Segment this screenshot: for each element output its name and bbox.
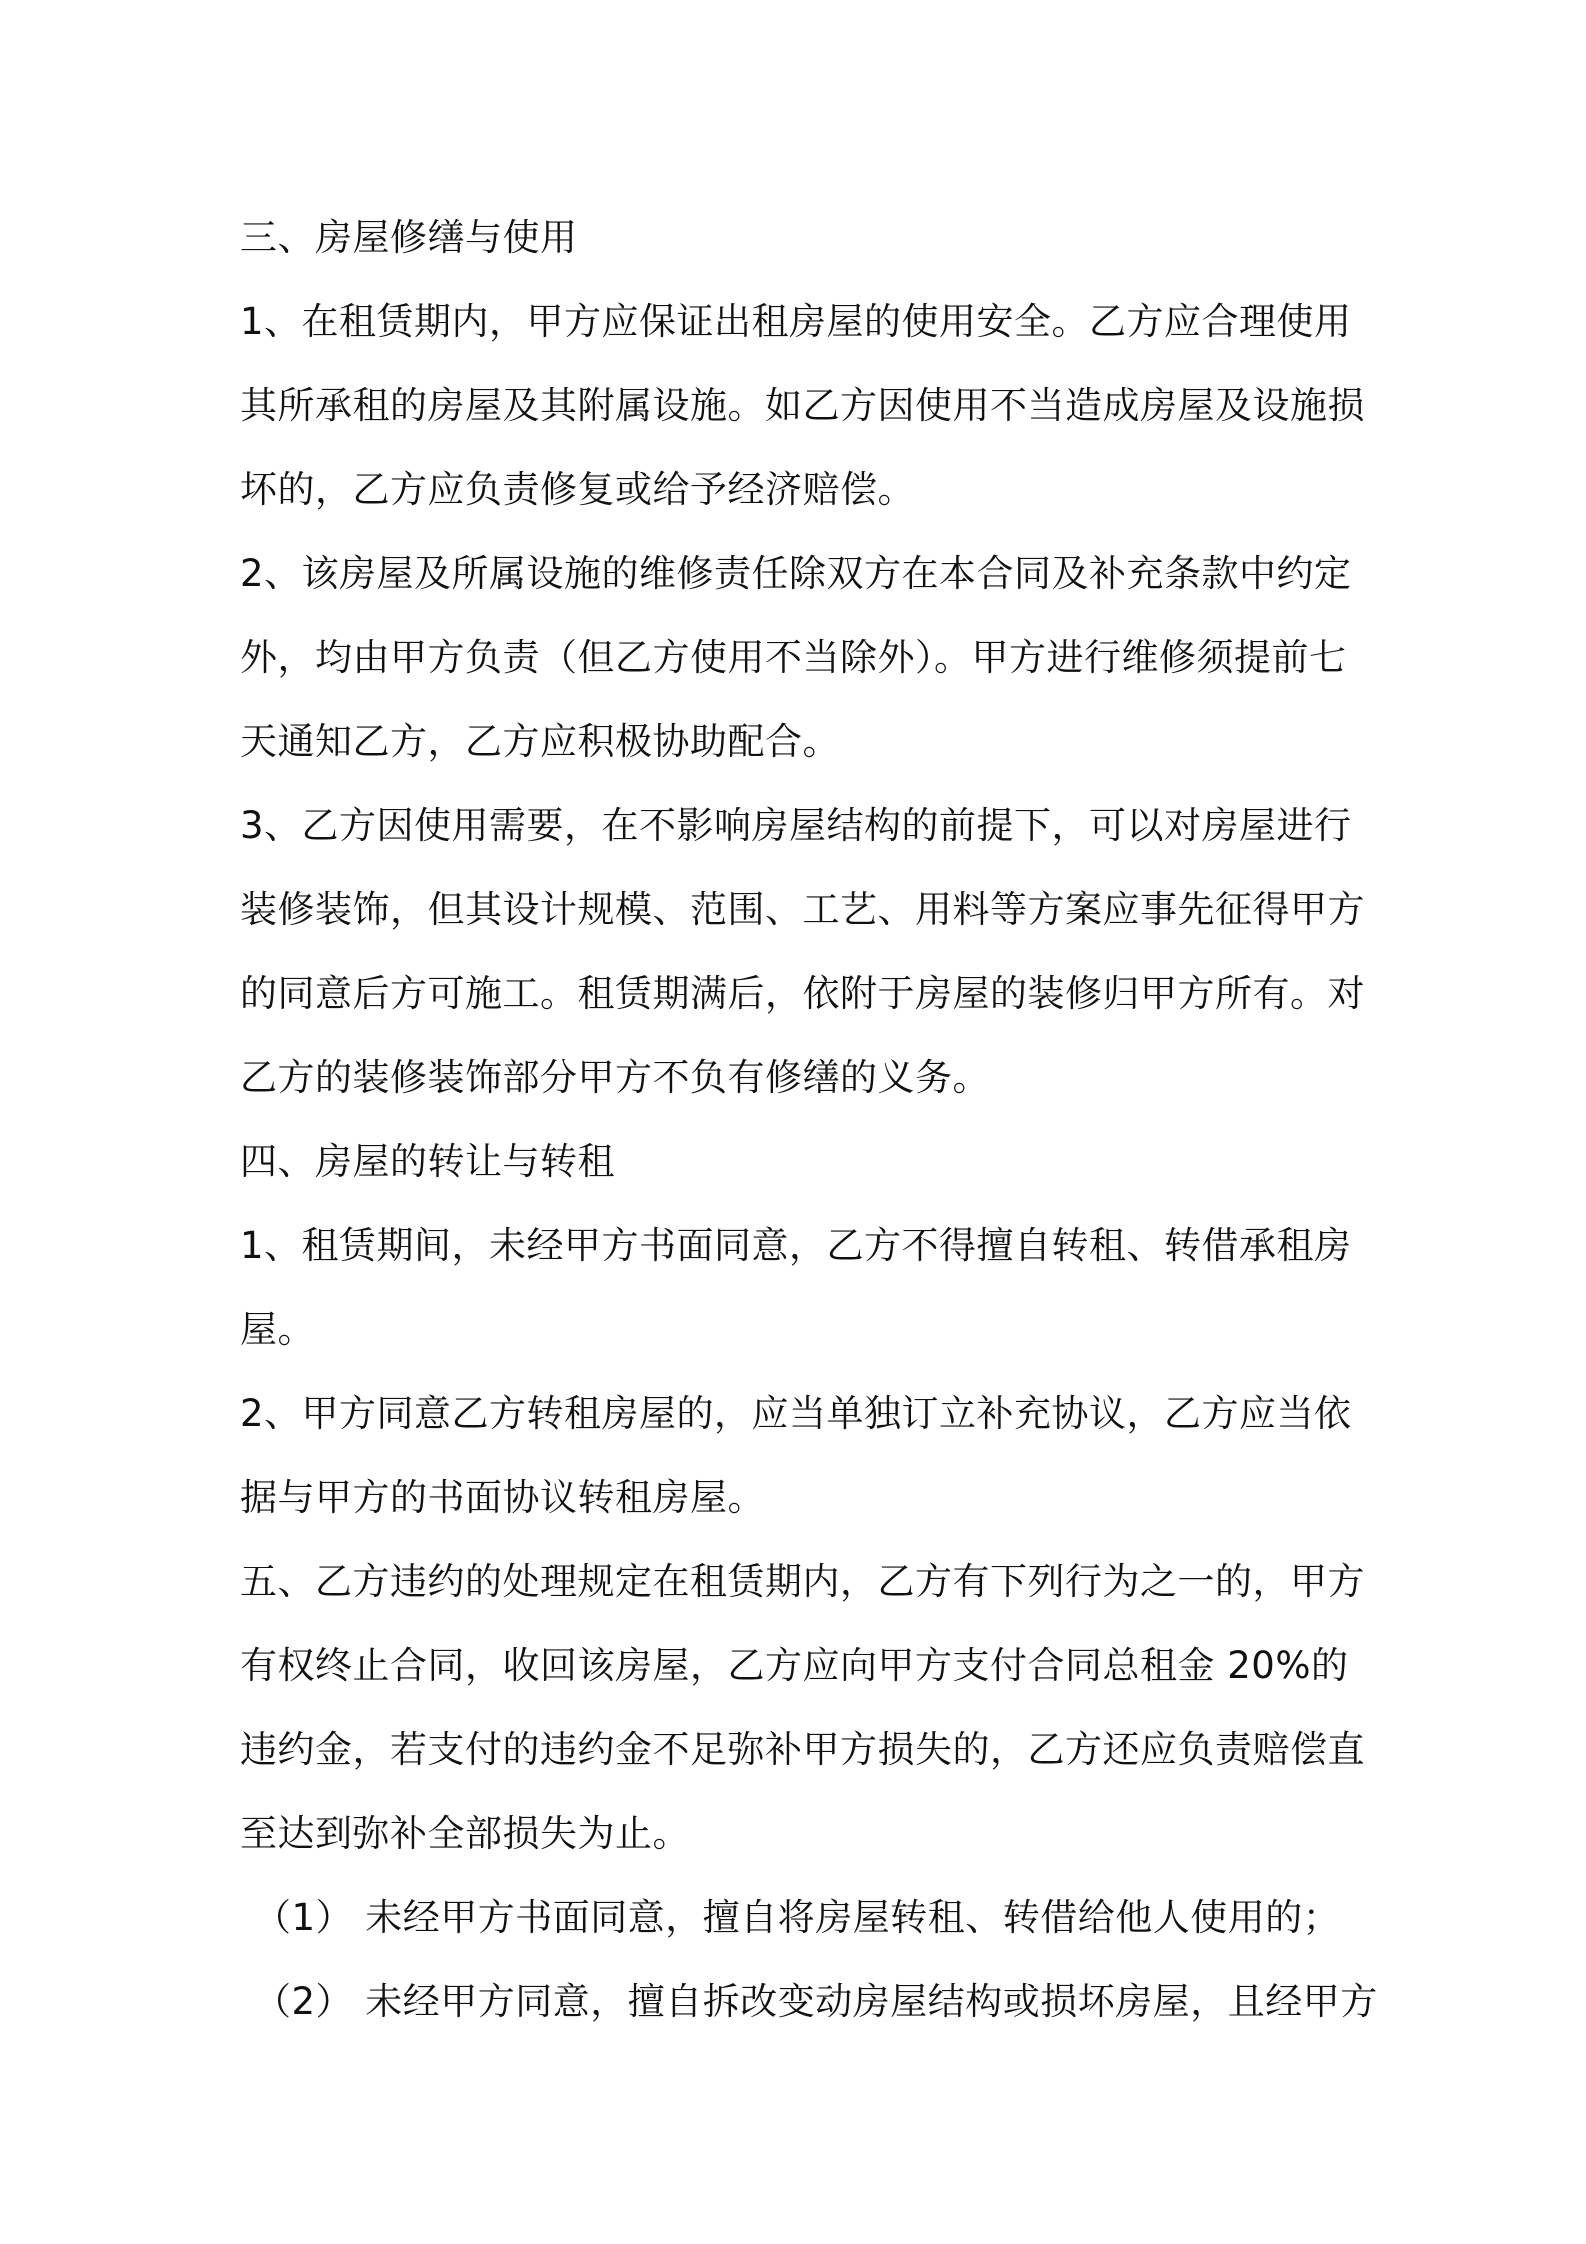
paragraph-line: 其所承租的房屋及其附属设施。如乙方因使用不当造成房屋及设施损: [240, 384, 1365, 427]
paragraph-line: 1、在租赁期内，甲方应保证出租房屋的使用安全。乙方应合理使用: [240, 300, 1352, 343]
paragraph-line: 乙方的装修装饰部分甲方不负有修缮的义务。: [240, 1056, 990, 1099]
paragraph-line: 有权终止合同，收回该房屋，乙方应向甲方支付合同总租金 20%的: [240, 1644, 1349, 1687]
document-body: [240, 196, 1378, 2044]
paragraph-line: 天通知乙方，乙方应积极协助配合。: [240, 720, 840, 763]
paragraph-line: 1、租赁期间，未经甲方书面同意，乙方不得擅自转租、转借承租房: [240, 1224, 1352, 1267]
list-item: （2） 未经甲方同意，擅自拆改变动房屋结构或损坏房屋，且经甲方: [254, 1980, 1378, 2023]
paragraph-line: 3、乙方因使用需要，在不影响房屋结构的前提下，可以对房屋进行: [240, 804, 1352, 847]
paragraph-line: 的同意后方可施工。租赁期满后，依附于房屋的装修归甲方所有。对: [240, 972, 1365, 1015]
paragraph-line: 违约金，若支付的违约金不足弥补甲方损失的，乙方还应负责赔偿直: [240, 1728, 1365, 1771]
paragraph-line: 2、该房屋及所属设施的维修责任除双方在本合同及补充条款中约定: [240, 552, 1352, 595]
paragraph-line: 屋。: [240, 1308, 315, 1351]
section-heading-4: 四、房屋的转让与转租: [240, 1140, 615, 1183]
paragraph-line: 至达到弥补全部损失为止。: [240, 1812, 690, 1855]
paragraph-line: 据与甲方的书面协议转租房屋。: [240, 1476, 765, 1519]
section-heading-5: 五、乙方违约的处理规定在租赁期内，乙方有下列行为之一的，甲方: [240, 1560, 1365, 1603]
section-heading-3: 三、房屋修缮与使用: [240, 216, 578, 259]
paragraph-line: 坏的，乙方应负责修复或给予经济赔偿。: [240, 468, 915, 511]
paragraph-line: 外，均由甲方负责（但乙方使用不当除外）。甲方进行维修须提前七: [240, 636, 1347, 679]
paragraph-line: 装修装饰，但其设计规模、范围、工艺、用料等方案应事先征得甲方: [240, 888, 1365, 931]
list-item: （1） 未经甲方书面同意，擅自将房屋转租、转借给他人使用的；: [254, 1896, 1341, 1939]
paragraph-line: 2、甲方同意乙方转租房屋的，应当单独订立补充协议，乙方应当依: [240, 1392, 1352, 1435]
